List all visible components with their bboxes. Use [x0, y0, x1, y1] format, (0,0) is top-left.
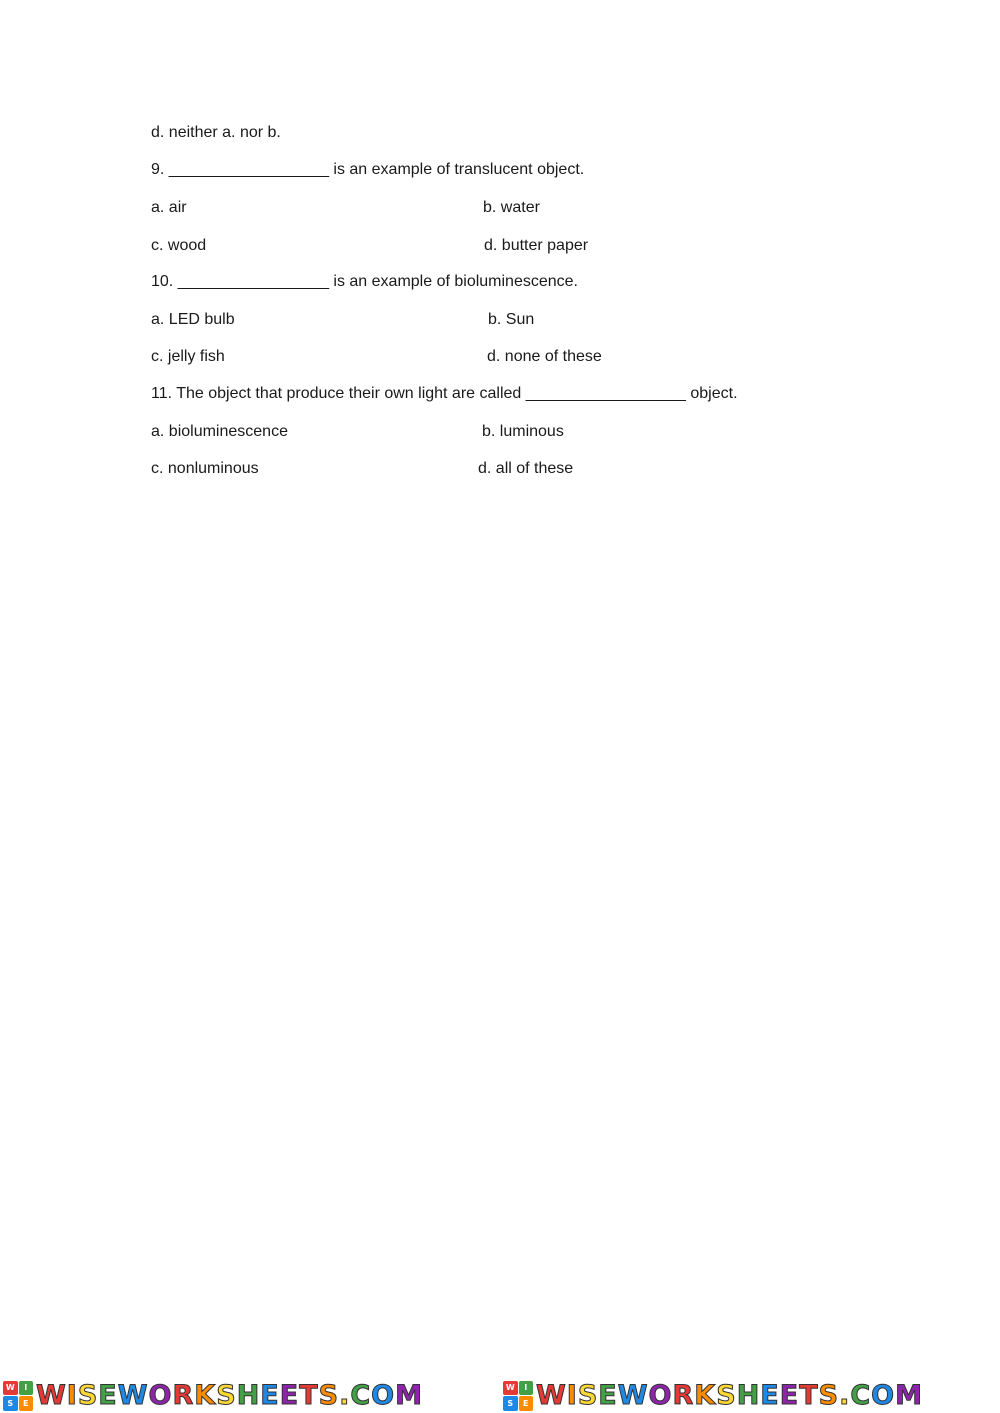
brand-letter: M [395, 1379, 423, 1411]
brand-letter: R [672, 1379, 695, 1411]
question-11-option-d: d. all of these [478, 460, 574, 477]
question-11-option-a: a. bioluminescence [151, 423, 288, 440]
question-10-option-b: b. Sun [488, 311, 535, 328]
brand-letter: H [236, 1379, 261, 1411]
logo-mark-letter: S [503, 1396, 518, 1411]
brand-letter: W [536, 1379, 567, 1411]
brand-letter: O [871, 1379, 896, 1411]
brand-letter: W [617, 1379, 649, 1411]
logo-mark [3, 1381, 33, 1411]
option-d-prev: d. neither a. nor b. [151, 124, 281, 141]
brand-letter: K [194, 1379, 217, 1411]
question-9: 9. __________________ is an example of translucent object. [151, 161, 585, 178]
question-10-option-c: c. jelly fish [151, 348, 225, 365]
brand-letter: K [694, 1379, 717, 1411]
question-10-option-d: d. none of these [487, 348, 602, 365]
brand-letter: E [598, 1379, 618, 1411]
brand-text [536, 1380, 923, 1412]
question-9-option-a: a. air [151, 199, 187, 216]
brand-letter: W [117, 1379, 149, 1411]
brand-letter: C [850, 1379, 872, 1411]
brand-letter: I [566, 1379, 578, 1411]
logo-mark-letter: W [3, 1381, 18, 1396]
brand-letter: H [736, 1379, 761, 1411]
brand-logo-repeat [500, 1378, 1000, 1413]
brand-letter: E [260, 1379, 280, 1411]
brand-letter: T [299, 1379, 319, 1411]
brand-letter: S [716, 1379, 737, 1411]
logo-mark [503, 1381, 533, 1411]
logo-mark-letter: E [519, 1396, 534, 1411]
brand-letter: S [318, 1379, 340, 1411]
brand-text [36, 1380, 423, 1412]
brand-letter: O [648, 1379, 673, 1411]
logo-mark-letter: E [19, 1396, 34, 1411]
logo-mark-letter: W [503, 1381, 518, 1396]
brand-letter: . [339, 1379, 351, 1411]
brand-letter: R [172, 1379, 195, 1411]
brand-letter: S [577, 1379, 599, 1411]
brand-letter: O [148, 1379, 173, 1411]
logo-mark-letter: I [19, 1381, 34, 1396]
logo-mark-letter: I [519, 1381, 534, 1396]
brand-letter: S [216, 1379, 237, 1411]
question-11-option-b: b. luminous [482, 423, 564, 440]
brand-letter: E [779, 1379, 800, 1411]
logo-mark-letter: S [3, 1396, 18, 1411]
question-10: 10. _________________ is an example of bioluminescence. [151, 273, 578, 290]
question-11-option-c: c. nonluminous [151, 460, 259, 477]
brand-letter: O [371, 1379, 396, 1411]
brand-letter: E [760, 1379, 780, 1411]
brand-letter: E [98, 1379, 118, 1411]
brand-letter: I [66, 1379, 78, 1411]
footer-logo-band [0, 1378, 1000, 1413]
question-9-option-b: b. water [483, 199, 540, 216]
brand-letter: . [839, 1379, 851, 1411]
brand-letter: S [818, 1379, 840, 1411]
brand-letter: S [77, 1379, 99, 1411]
brand-logo [0, 1378, 500, 1413]
brand-letter: C [350, 1379, 372, 1411]
question-9-option-d: d. butter paper [484, 237, 589, 254]
question-11: 11. The object that produce their own light are called __________________ object. [151, 385, 738, 402]
brand-letter: E [279, 1379, 300, 1411]
question-10-option-a: a. LED bulb [151, 311, 235, 328]
question-9-option-c: c. wood [151, 237, 207, 254]
brand-letter: T [799, 1379, 819, 1411]
brand-letter: M [895, 1379, 923, 1411]
brand-letter: W [36, 1379, 67, 1411]
